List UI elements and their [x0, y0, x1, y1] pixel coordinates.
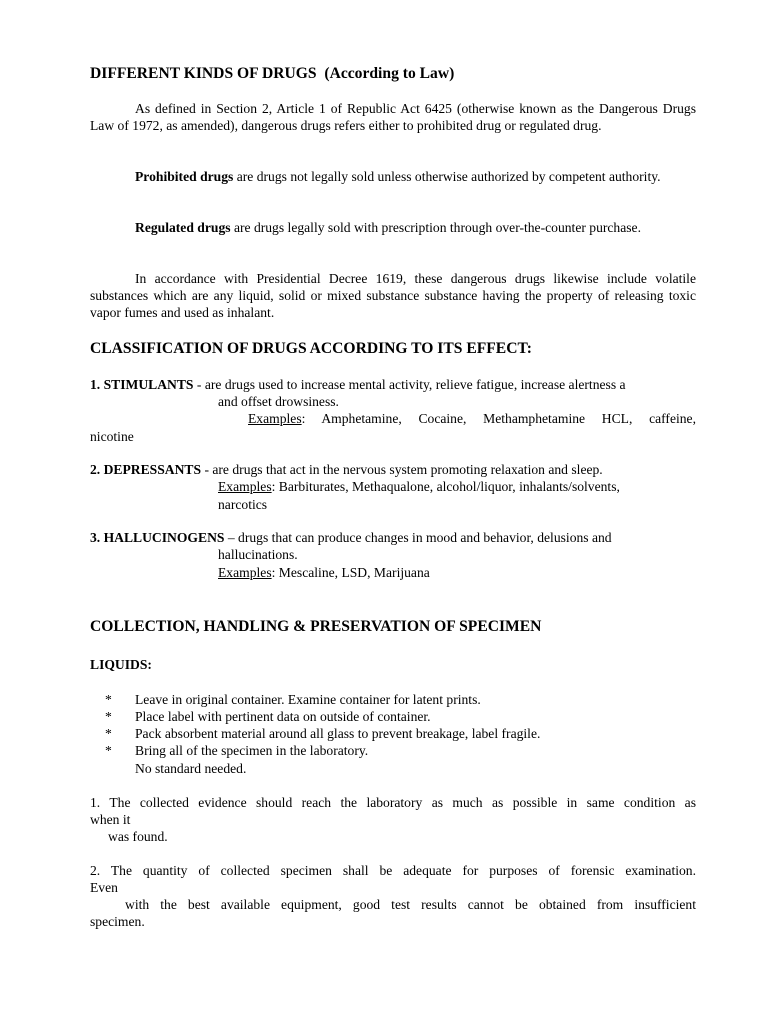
- term-regulated: Regulated drugs: [135, 220, 231, 235]
- examples-text-cont: narcotics: [218, 497, 268, 512]
- examples-line: [248, 410, 696, 427]
- examples-text: : Amphetamine, Cocaine, Methamphetamine HCL, caffeine,: [301, 411, 696, 426]
- numbered-point-2: 2. The quantity of collected specimen shall be adequate for purposes of forensic examination.: [90, 863, 696, 878]
- paragraph-prohibited: [90, 168, 696, 185]
- paragraph-text: In accordance with Presidential Decree 1619, these dangerous drugs likewise include volatile substances which are any liquid, solid or mixed substance substance having the property of releasing toxic vapor fumes and used as inhalant.: [90, 271, 696, 320]
- paragraph-regulated: [90, 219, 696, 236]
- examples-text-cont: nicotine: [90, 429, 134, 444]
- item-description: drugs that can produce changes in mood and behavior, delusions and: [238, 530, 612, 545]
- classification-item-hallucinogens: [90, 529, 612, 546]
- examples-label: Examples: [218, 565, 272, 580]
- bullet-marker: *: [105, 726, 112, 741]
- list-item-text: Bring all of the specimen in the laboratory.: [135, 743, 369, 758]
- bullet-marker: *: [105, 743, 112, 758]
- term-prohibited: Prohibited drugs: [135, 169, 234, 184]
- paragraph-definition: [90, 100, 696, 134]
- item-heading: 1. STIMULANTS: [90, 377, 194, 392]
- list-item-text: Leave in original container. Examine container for latent prints.: [135, 692, 481, 707]
- item-separator: –: [224, 530, 239, 545]
- item-separator: -: [193, 377, 205, 392]
- section-title-classification: CLASSIFICATION OF DRUGS ACCORDING TO ITS EFFECT:: [90, 340, 532, 357]
- item-heading: 2. DEPRESSANTS: [90, 462, 202, 477]
- paragraph-text: are drugs legally sold with prescription through over-the-counter purchase.: [230, 220, 641, 235]
- examples-label: Examples: [248, 411, 302, 426]
- examples-text: : Barbiturates, Methaqualone, alcohol/liquor, inhalants/solvents,: [271, 479, 620, 494]
- paragraph-pd1619: [90, 270, 696, 321]
- numbered-point-2-cont: specimen.: [90, 914, 145, 929]
- list-item-text: Pack absorbent material around all glass to prevent breakage, label fragile.: [135, 726, 541, 741]
- numbered-point-1: 1. The collected evidence should reach the laboratory as much as possible in same condition as: [90, 795, 696, 810]
- item-description-cont: and offset drowsiness.: [218, 394, 339, 409]
- section-title-collection: COLLECTION, HANDLING & PRESERVATION OF SPECIMEN: [90, 618, 542, 635]
- list-item-text: Place label with pertinent data on outside of container.: [135, 709, 431, 724]
- examples-label: Examples: [218, 479, 272, 494]
- examples-line: [218, 478, 620, 495]
- bullet-marker: *: [105, 709, 112, 724]
- paragraph-text: As defined in Section 2, Article 1 of Republic Act 6425 (otherwise known as the Dangerous Drugs Law of 1972, as amended), dangerous drugs refers either to prohibited drug or regulated drug.: [90, 101, 696, 133]
- subheading-liquids: LIQUIDS:: [90, 657, 152, 672]
- list-note: No standard needed.: [135, 761, 247, 776]
- item-description: are drugs that act in the nervous system promoting relaxation and sleep.: [212, 462, 603, 477]
- numbered-point-1-cont: was found.: [108, 829, 168, 844]
- section-title-suffix: (According to Law): [324, 65, 455, 82]
- numbered-point-1-cont: when it: [90, 812, 131, 827]
- item-description: are drugs used to increase mental activity, relieve fatigue, increase alertness a: [204, 377, 626, 392]
- examples-text: : Mescaline, LSD, Marijuana: [271, 565, 430, 580]
- numbered-point-2-cont: with the best available equipment, good test results cannot be obtained from insufficient: [125, 897, 696, 912]
- section-title-text: DIFFERENT KINDS OF DRUGS: [90, 65, 317, 82]
- numbered-point-2-cont: Even: [90, 880, 118, 895]
- classification-item-stimulants: [90, 376, 626, 393]
- item-description-cont: hallucinations.: [218, 547, 298, 562]
- paragraph-text: are drugs not legally sold unless otherwise authorized by competent authority.: [233, 169, 661, 184]
- item-separator: -: [201, 462, 213, 477]
- section-title-drug-kinds: [90, 65, 454, 83]
- item-heading: 3. HALLUCINOGENS: [90, 530, 225, 545]
- bullet-marker: *: [105, 692, 112, 707]
- examples-line: [218, 564, 430, 581]
- classification-item-depressants: [90, 461, 603, 478]
